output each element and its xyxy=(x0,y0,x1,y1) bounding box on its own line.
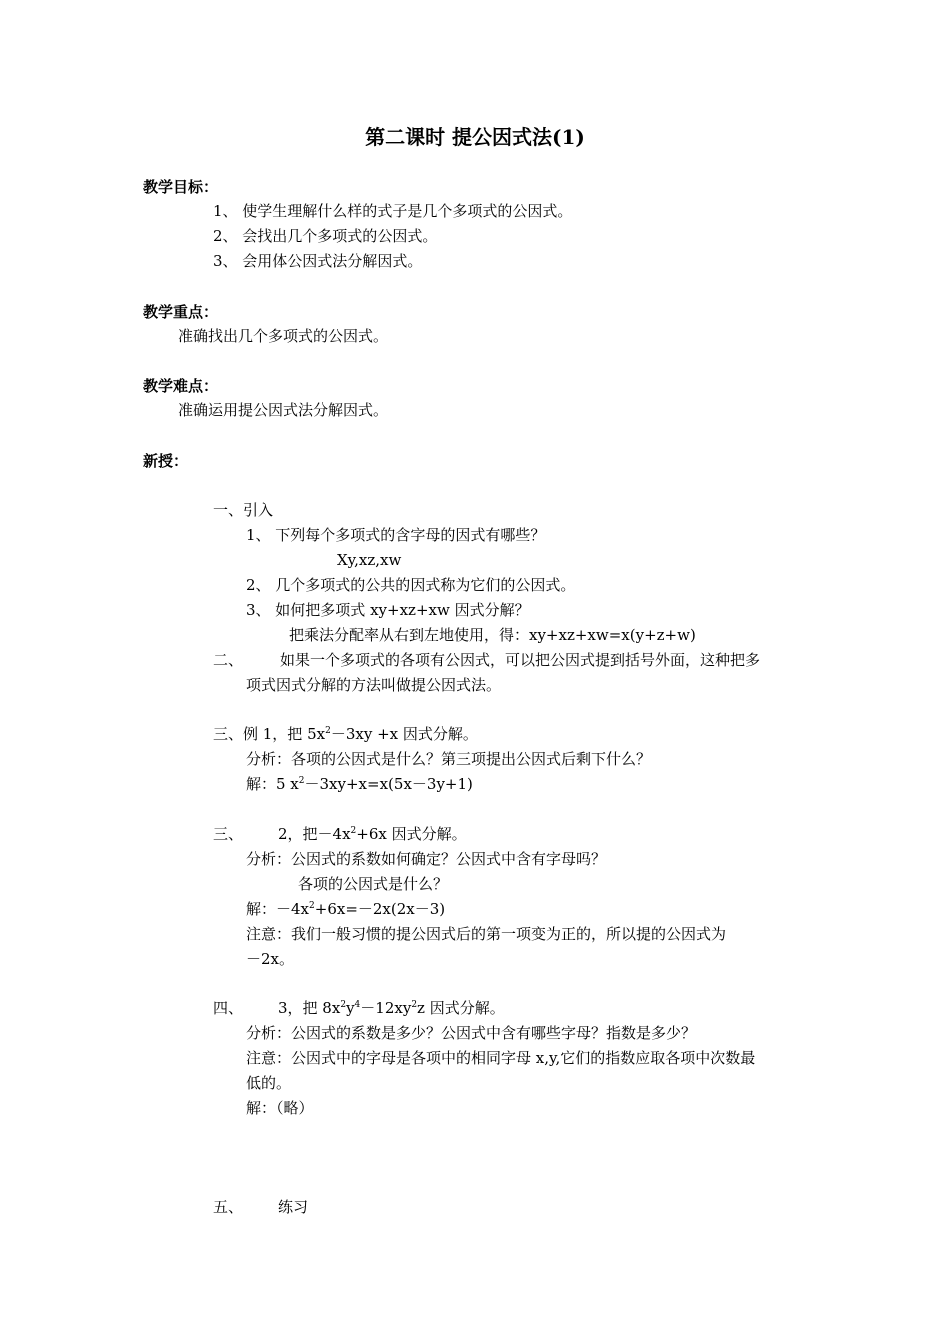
key-point-text: 准确找出几个多项式的公因式。 xyxy=(178,327,389,345)
example-2-solution: 解：$-4x^2+6x=-2x(2x-3)$ xyxy=(246,900,446,918)
example-1-analysis: 分析：各项的公因式是什么？第三项提出公因式后剩下什么？ xyxy=(246,750,652,768)
section-5-number: 五、 xyxy=(213,1198,244,1216)
new-lesson-heading: 新授： xyxy=(143,452,189,470)
goal-item-1: 1、 使学生理解什么样的式子是几个多项式的公因式。 xyxy=(213,202,573,220)
section-1-answer-3: 把乘法分配率从右到左地使用，得：xy+xz+xw=x(y+z+w) xyxy=(289,626,696,644)
example-1-solution: 解：5 $x^2-3xy+x=x(5x-3y+1)$ xyxy=(246,775,473,793)
example-3-solution: 解：（略） xyxy=(246,1099,314,1117)
example-3-number: 四、 xyxy=(213,999,244,1017)
page-title: 第二课时 提公因式法(1) xyxy=(365,125,585,149)
example-3-note-2: 低的。 xyxy=(246,1074,292,1092)
section-1-question-1: 1、 下列每个多项式的含字母的因式有哪些？ xyxy=(246,526,546,544)
section-5-text: 练习 xyxy=(278,1198,309,1216)
section-1-question-2: 2、 几个多项式的公共的因式称为它们的公因式。 xyxy=(246,576,576,594)
key-point-heading: 教学重点： xyxy=(143,303,219,321)
example-3-title: 3，把 $8x^2y^4-12xy^2z$ 因式分解。 xyxy=(278,999,505,1017)
section-2-line-2: 项式因式分解的方法叫做提公因式法。 xyxy=(246,676,502,694)
example-2-analysis-2: 各项的公因式是什么？ xyxy=(298,875,449,893)
example-2-title: 2，把$-4x^2+6x$ 因式分解。 xyxy=(278,825,467,843)
section-1-title: 一、引入 xyxy=(213,501,274,519)
example-3-analysis: 分析：公因式的系数是多少？公因式中含有哪些字母？指数是多少？ xyxy=(246,1024,697,1042)
example-3-note-1: 注意：公因式中的字母是各项中的相同字母 x,y,它们的指数应取各项中次数最 xyxy=(246,1049,756,1067)
section-2-line-1: 如果一个多项式的各项有公因式，可以把公因式提到括号外面，这种把多 xyxy=(280,651,761,669)
example-1-title: 三、例 1，把 $5x^2-3xy +x$ 因式分解。 xyxy=(213,725,478,743)
goal-item-3: 3、 会用体公因式法分解因式。 xyxy=(213,252,423,270)
section-1-question-3: 3、 如何把多项式 xy+xz+xw 因式分解？ xyxy=(246,601,530,619)
goals-heading: 教学目标： xyxy=(143,178,219,196)
section-1-answer-1: Xy,xz,xw xyxy=(337,551,402,569)
difficulty-text: 准确运用提公因式法分解因式。 xyxy=(178,401,389,419)
example-2-note-1: 注意：我们一般习惯的提公因式后的第一项变为正的，所以提的公因式为 xyxy=(246,925,727,943)
goal-item-2: 2、 会找出几个多项式的公因式。 xyxy=(213,227,438,245)
example-2-number: 三、 xyxy=(213,825,244,843)
example-2-analysis-1: 分析：公因式的系数如何确定？公因式中含有字母吗？ xyxy=(246,850,607,868)
difficulty-heading: 教学难点： xyxy=(143,377,219,395)
example-2-note-2: －2x。 xyxy=(246,950,295,968)
section-2-number: 二、 xyxy=(213,651,244,669)
